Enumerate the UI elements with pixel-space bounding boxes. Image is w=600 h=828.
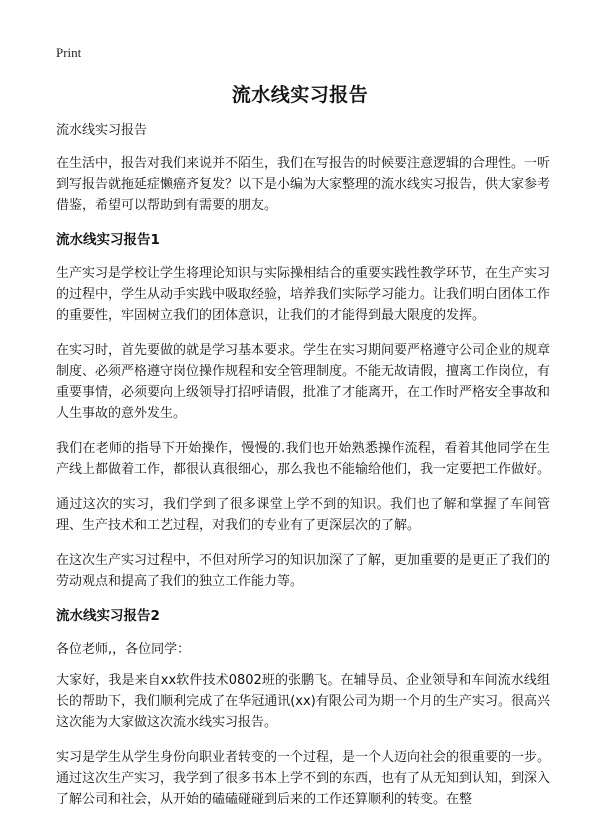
section-1-paragraph: 在实习时，首先要做的就是学习基本要求。学生在实习期间要严格遵守公司企业的规章制度、必须严格遵守岗位操作规程和安全管理制度。不能无故请假，擅离工作岗位，有重要事情，必须要向上级领导打招呼请假，批准了才能离开，在工作时严格安全事故和人生事故的意外发生。	[56, 343, 551, 421]
section-2-paragraph: 大家好，我是来自xx软件技术0802班的张鹏飞。在辅导员、企业领导和车间流水线组长的帮助下，我们顺利完成了在华冠通讯(xx)有限公司为期一个月的生产实习。很高兴这次能为大家做这次流水线实习报告。	[56, 673, 550, 730]
document-subtitle: 流水线实习报告	[56, 123, 148, 138]
section-1-paragraph: 生产实习是学校让学生将理论知识与实际操相结合的重要实践性教学环节，在生产实习的过程中，学生从动手实践中吸取经验，培养我们实际学习能力。让我们明白团体工作的重要性，牢固树立我们的团体意识，让我们的才能得到最大限度的发挥。	[56, 266, 551, 323]
greeting-paragraph: 各位老师,，各位同学：	[56, 642, 191, 657]
section-heading: 流水线实习报告2	[56, 608, 160, 624]
section-2-paragraph: 实习是学生从学生身份向职业者转变的一个过程，是一个人迈向社会的很重要的一步。通过这次生产实习，我学到了很多书本上学不到的东西，也有了从无知到认知，到深入了解公司和社会，从开始的磕磕碰碰到后来的工作还算顺利的转变。在整	[56, 750, 551, 807]
intro-paragraph: 在生活中，报告对我们来说并不陌生，我们在写报告的时候要注意逻辑的合理性。一听到写报告就拖延症懒癌齐复发？以下是小编为大家整理的流水线实习报告，供大家参考借鉴，希望可以帮助到有需要的朋友。	[56, 156, 551, 213]
document-title: 流水线实习报告	[231, 84, 369, 106]
print-label[interactable]: Print	[56, 45, 82, 60]
document-body	[56, 120, 550, 824]
section-1-paragraph: 我们在老师的指导下开始操作，慢慢的.我们也开始熟悉操作流程，看着其他同学在生产线上都做着工作，都很认真很细心，那么我也不能输给他们，我一定要把工作做好。	[56, 441, 551, 477]
section-1-paragraph: 在这次生产实习过程中，不但对所学习的知识加深了了解，更加重要的是更正了我们的劳动观点和提高了我们的独立工作能力等。	[56, 553, 551, 589]
section-heading: 流水线实习报告1	[56, 232, 160, 248]
section-1-paragraph: 通过这次的实习，我们学到了很多课堂上学不到的知识。我们也了解和掌握了车间管理、生产技术和工艺过程，对我们的专业有了更深层次的了解。	[56, 497, 550, 533]
